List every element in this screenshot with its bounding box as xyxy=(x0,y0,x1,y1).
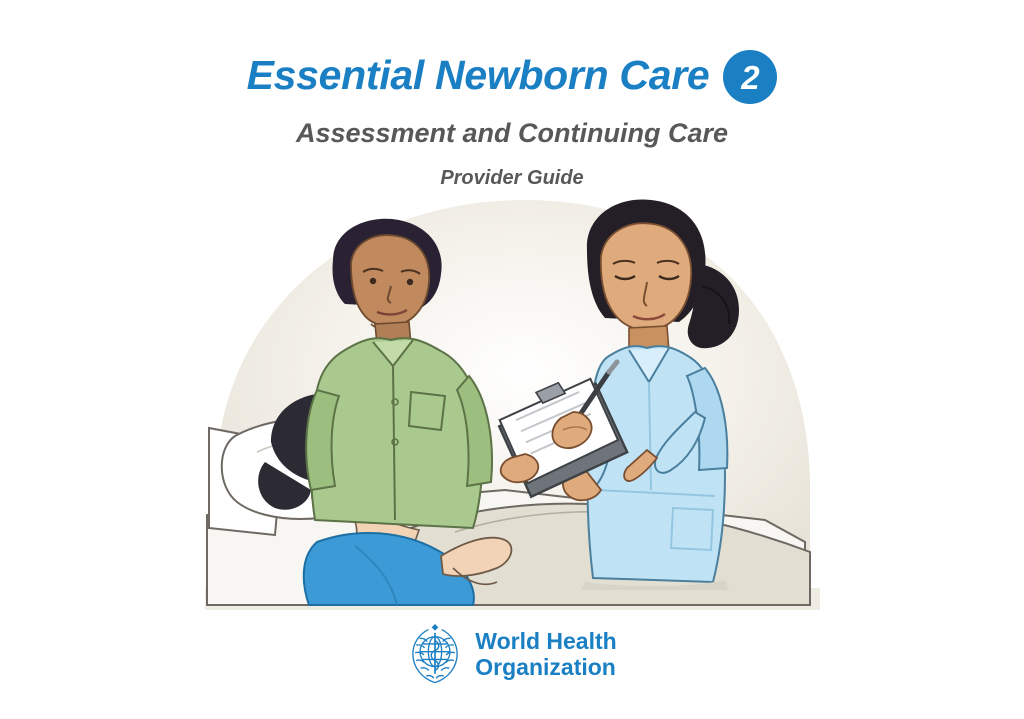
main-title-row xyxy=(0,48,1024,104)
illustration-svg xyxy=(205,190,820,610)
guide-type-label: Provider Guide xyxy=(440,167,584,189)
module-number-badge: 2 xyxy=(723,50,777,104)
who-emblem-icon xyxy=(407,624,463,686)
who-wordmark-line2: Organization xyxy=(475,654,616,680)
title-block xyxy=(0,48,1024,190)
page-subtitle: Assessment and Continuing Care xyxy=(295,118,729,148)
who-wordmark-line1: World Health xyxy=(475,628,617,655)
page-title: Essential Newborn Care xyxy=(246,52,710,99)
who-wordmark xyxy=(475,629,616,681)
newborn-care-illustration xyxy=(205,190,820,610)
who-logo xyxy=(0,624,1024,686)
